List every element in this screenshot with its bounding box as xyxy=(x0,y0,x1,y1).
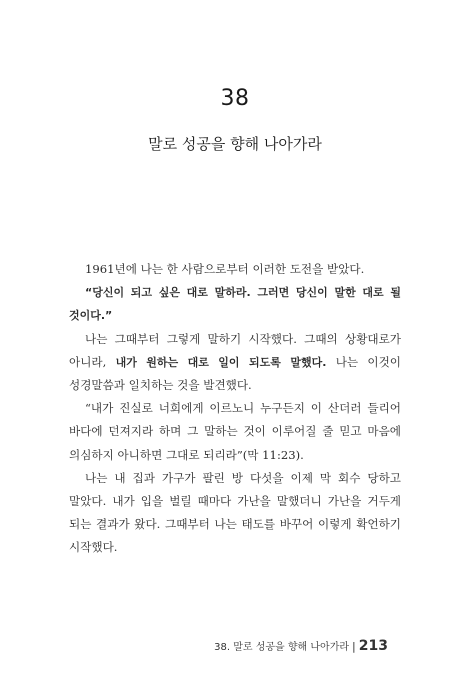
footer-separator: | xyxy=(352,640,356,653)
chapter-number: 38 xyxy=(220,86,250,111)
paragraph-2: “당신이 되고 싶은 대로 말하라. 그러면 당신이 말한 대로 될 것이다.” xyxy=(69,286,401,323)
paragraph-5: 나는 내 집과 가구가 팔린 방 다섯을 이제 막 회수 당하고 말았다. 내가 입을 벌릴 때마다 가난을 말했더니 가난을 거두게 되는 결과가 왔다. 그때부터 나는 태도를 바꾸어 이렇게 확언하기 시작했다. xyxy=(69,470,401,555)
paragraph-3-emphasis: 내가 원하는 대로 일이 되도록 말했다. xyxy=(115,355,327,369)
running-title: 38. 말로 성공을 향해 나아가라 xyxy=(214,642,350,653)
page-footer xyxy=(214,638,388,654)
paragraph-3 xyxy=(69,328,401,398)
body-text xyxy=(69,258,401,560)
paragraph-3-text-b: 나는 이것이 성경말씀과 일치하는 것을 발견했다. xyxy=(69,354,401,393)
page-number: 213 xyxy=(358,638,388,654)
paragraph-4: “내가 진실로 너희에게 이르노니 누구든지 이 산더러 들리어 바다에 던져지라 하며 그 말하는 것이 이루어질 줄 믿고 마음에 의심하지 아니하면 그대로 되리라”(막 11:23). xyxy=(69,401,401,462)
paragraph-3-text-a: 나는 그때부터 그렇게 말하기 시작했다. 그때의 상황대로가 아니라, xyxy=(69,331,401,369)
chapter-title: 말로 성공을 향해 나아가라 xyxy=(148,135,322,153)
paragraph-1: 1961년에 나는 한 사람으로부터 이러한 도전을 받았다. xyxy=(85,262,365,276)
